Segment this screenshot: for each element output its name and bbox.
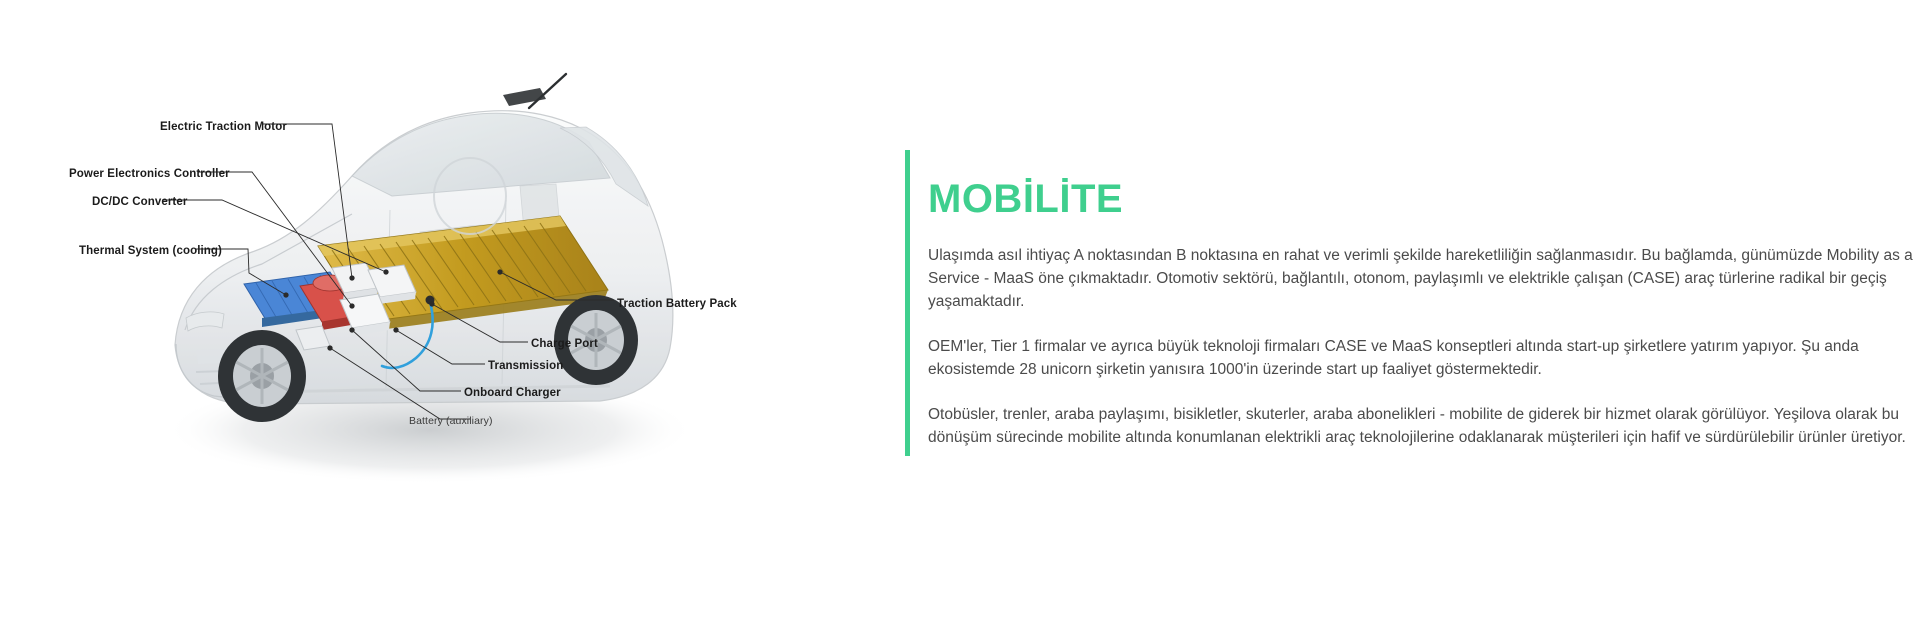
ev-cutaway-diagram — [0, 0, 900, 643]
ev-diagram-svg — [0, 0, 900, 643]
roof-panel — [503, 88, 546, 106]
callout-charge-port: Charge Port — [531, 338, 598, 350]
callout-battery-auxiliary: Battery (auxiliary) — [409, 415, 493, 427]
callout-thermal-system-cooling: Thermal System (cooling) — [79, 245, 222, 257]
callout-onboard-charger: Onboard Charger — [464, 387, 561, 399]
callout-electric-traction-motor: Electric Traction Motor — [160, 121, 287, 133]
callout-dc-dc-converter: DC/DC Converter — [92, 196, 188, 208]
paragraph-1: Ulaşımda asıl ihtiyaç A noktasından B noktasına en rahat ve verimli şekilde hareketliliğin sağlanmasıdır. Bu bağlamda, günümüzde Mobility as a Service - MaaS öne çıkmaktadır. Otomotiv sektörü, bağlantılı, otonom, paylaşımlı ve elektrikle çalışan (CASE) araç türlerine radikal bir geçiş yaşamaktadır. — [928, 247, 1913, 310]
callout-transmission: Transmission — [488, 360, 564, 372]
paragraph-3: Otobüsler, trenler, araba paylaşımı, bisikletler, skuterler, araba abonelikleri - mobilite de giderek bir hizmet olarak görülüyor. Yeşilova olarak bu dönüşüm sürecinde mobilite altında konumlanan elektrikli araç teknolojilerine odaklanarak müşterileri için hafif ve sürdürülebilir ürünler üretiyor. — [928, 405, 1906, 446]
page-title: MOBİLİTE — [928, 176, 1124, 221]
body-text — [928, 245, 1913, 450]
paragraph-2: OEM'ler, Tier 1 firmalar ve ayrıca büyük teknoloji firmaları CASE ve MaaS konseptleri altında start-up şirketlere yatırım yapıyor. Şu anda ekosistemde 28 unicorn şirketin yanısıra 1000'in üzerinde start up faaliyet göstermektedir. — [928, 337, 1859, 378]
callout-power-electronics-controller: Power Electronics Controller — [69, 168, 230, 180]
front-wheel — [218, 330, 306, 422]
callout-traction-battery-pack: Traction Battery Pack — [617, 298, 737, 310]
accent-bar — [905, 150, 910, 456]
